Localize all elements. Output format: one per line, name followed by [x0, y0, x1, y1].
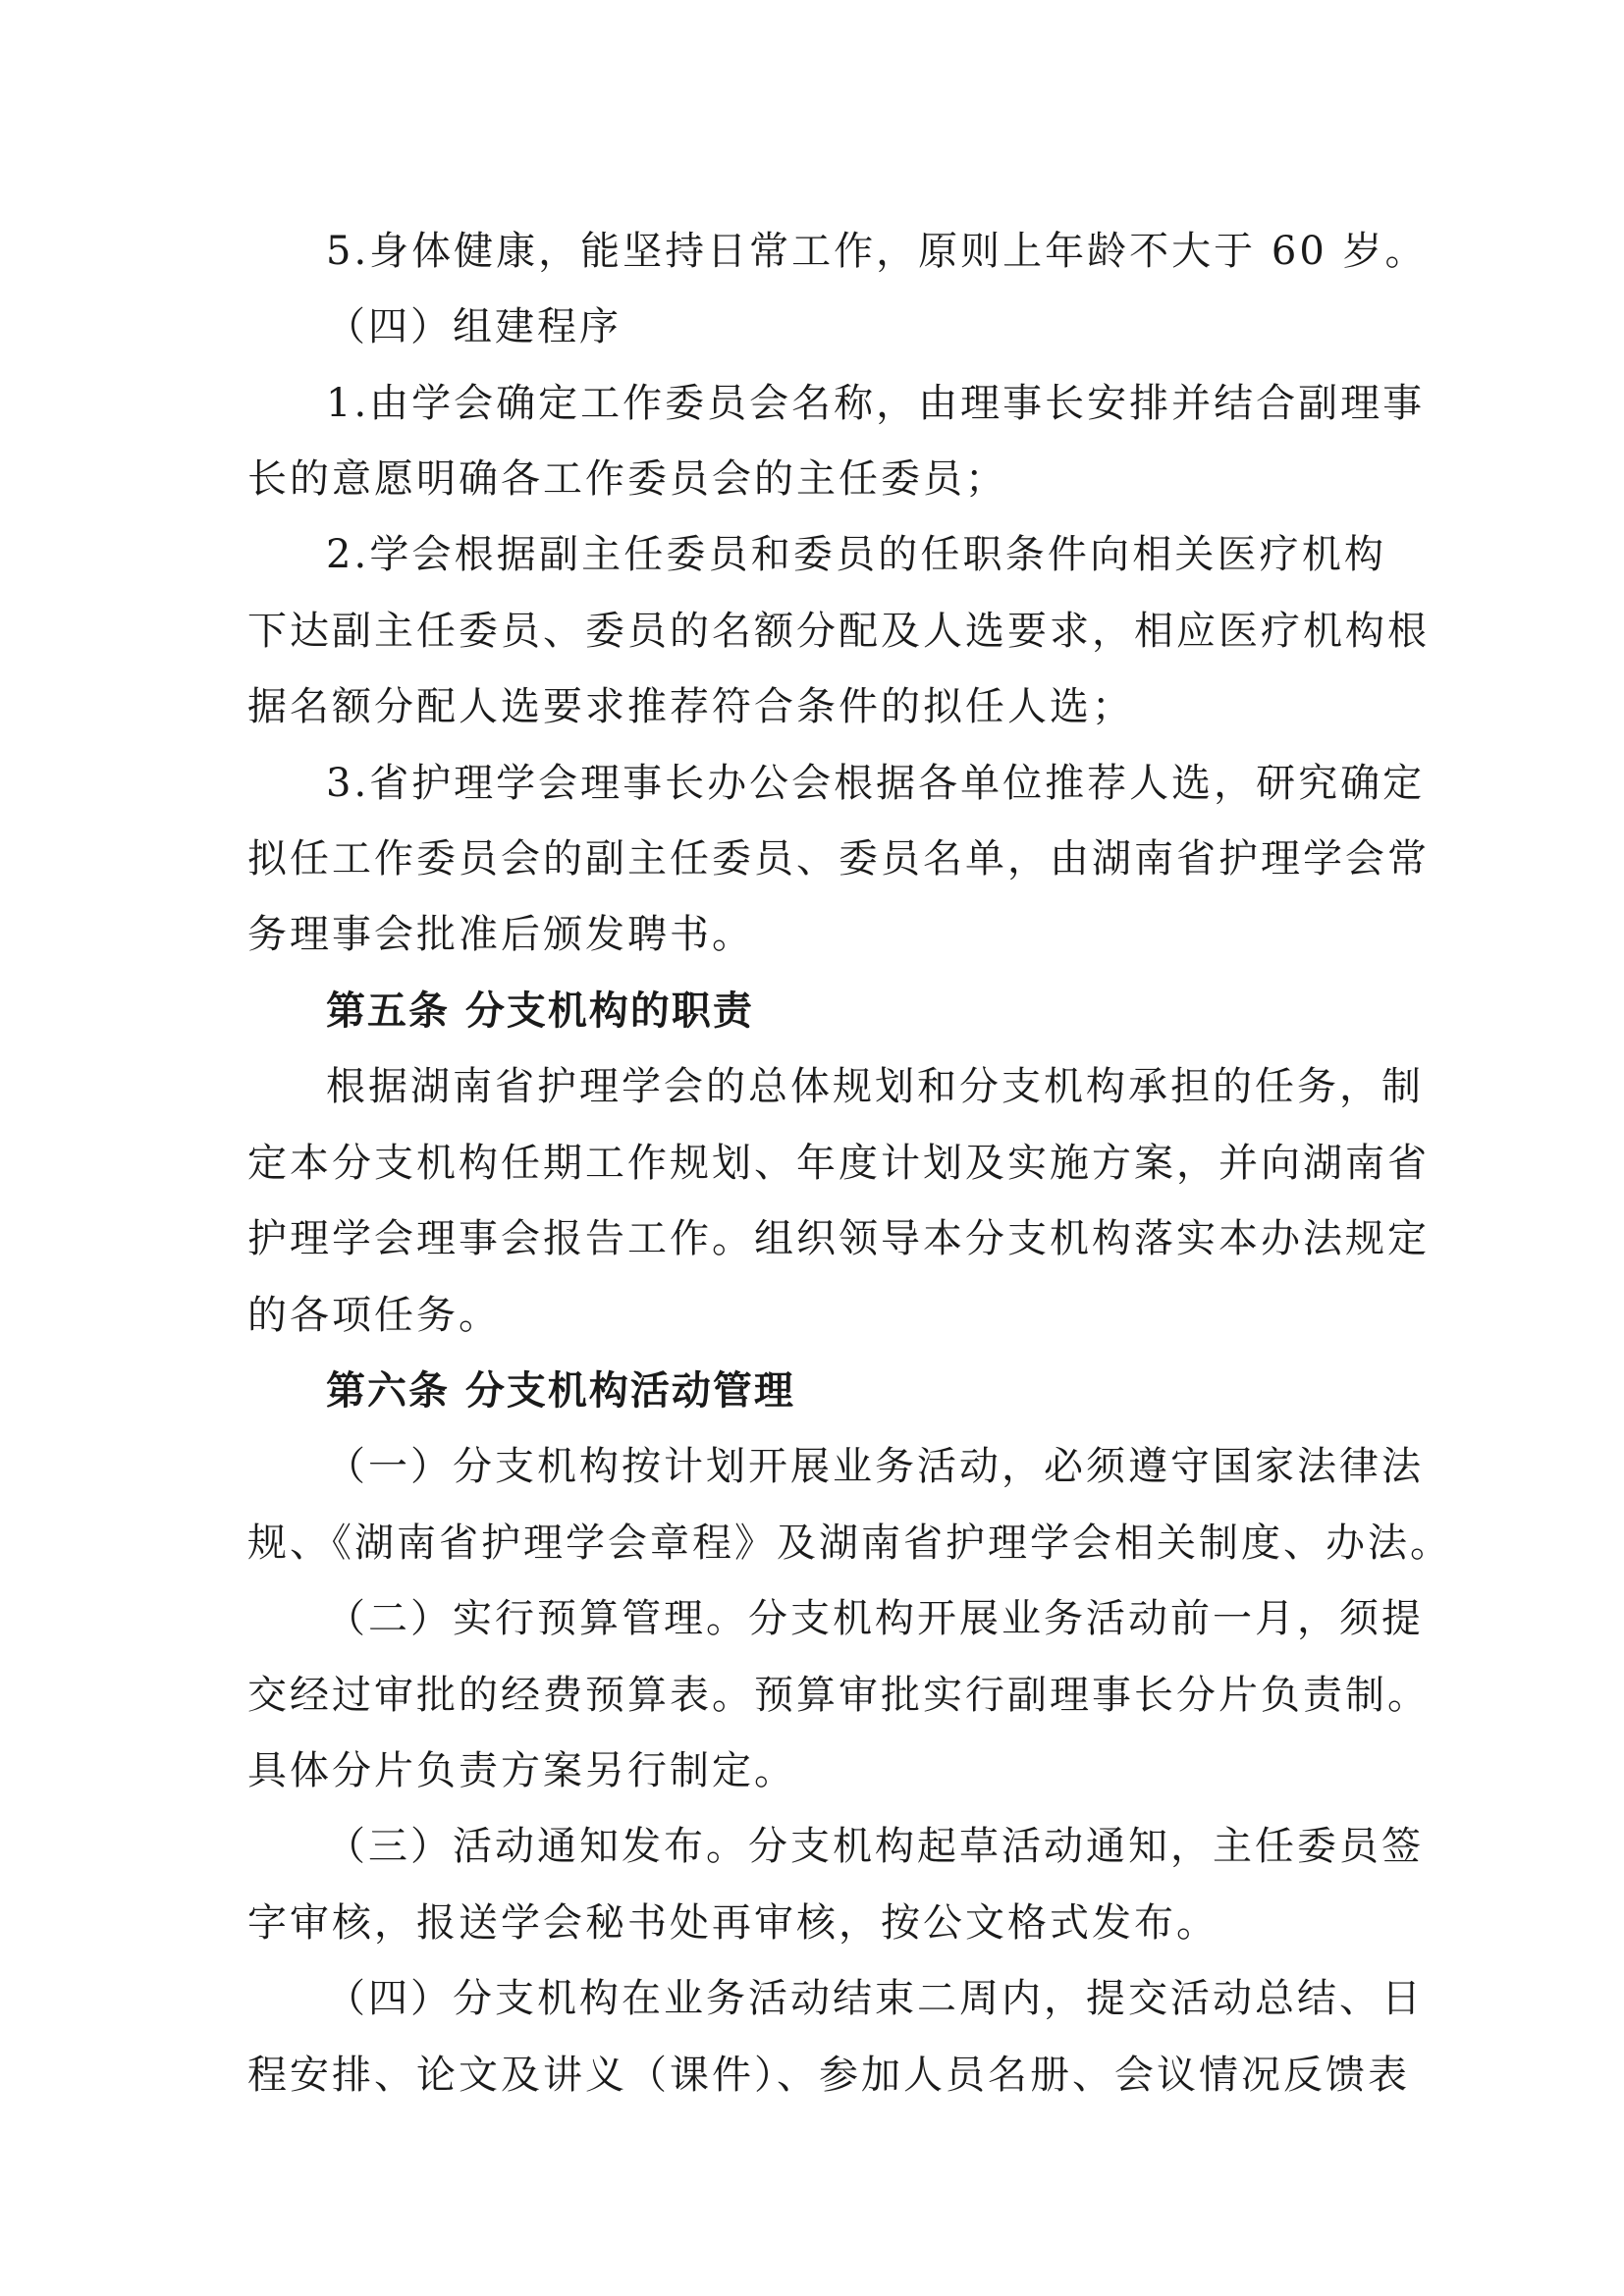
text-line: （三）活动通知发布。分支机构起草活动通知，主任委员签 [326, 1824, 1424, 1869]
text-line: 2.学会根据副主任委员和委员的任职条件向相关医疗机构 [326, 532, 1386, 577]
text-line: 程安排、论文及讲义（课件）、参加人员名册、会议情况反馈表 [247, 2053, 1410, 2098]
article-heading: 第六条 分支机构活动管理 [326, 1368, 795, 1414]
text-line: （一）分支机构按计划开展业务活动，必须遵守国家法律法 [326, 1444, 1424, 1489]
text-line: 交经过审批的经费预算表。预算审批实行副理事长分片负责制。 [247, 1673, 1430, 1718]
text-line: 5.身体健康，能坚持日常工作，原则上年龄不大于 60 岁。 [326, 229, 1428, 274]
text-line: 长的意愿明确各工作委员会的主任委员； [247, 456, 1007, 502]
text-line: 字审核，报送学会秘书处再审核，按公文格式发布。 [247, 1900, 1218, 1946]
text-line: 拟任工作委员会的副主任委员、委员名单，由湖南省护理学会常 [247, 836, 1430, 881]
article-heading: 第五条 分支机构的职责 [326, 988, 754, 1034]
text-line: 护理学会理事会报告工作。组织领导本分支机构落实本办法规定 [247, 1216, 1430, 1261]
text-line: 根据湖南省护理学会的总体规划和分支机构承担的任务，制 [326, 1064, 1424, 1109]
text-line: 1.由学会确定工作委员会名称，由理事长安排并结合副理事 [326, 381, 1426, 426]
text-line: 3.省护理学会理事长办公会根据各单位推荐人选，研究确定 [326, 761, 1426, 806]
text-line: 具体分片负责方案另行制定。 [247, 1748, 796, 1793]
text-line: 下达副主任委员、委员的名额分配及人选要求，相应医疗机构根 [247, 609, 1430, 654]
text-line: 务理事会批准后颁发聘书。 [247, 912, 754, 957]
text-line: （四）组建程序 [326, 304, 622, 349]
text-line: （二）实行预算管理。分支机构开展业务活动前一月，须提 [326, 1596, 1424, 1641]
text-line: 的各项任务。 [247, 1293, 501, 1338]
text-line: 据名额分配人选要求推荐符合条件的拟任人选； [247, 684, 1134, 729]
text-line: （四）分支机构在业务活动结束二周内，提交活动总结、日 [326, 1976, 1424, 2021]
text-line: 规、《湖南省护理学会章程》及湖南省护理学会相关制度、办法。 [247, 1521, 1452, 1566]
text-line: 定本分支机构任期工作规划、年度计划及实施方案，并向湖南省 [247, 1141, 1430, 1186]
